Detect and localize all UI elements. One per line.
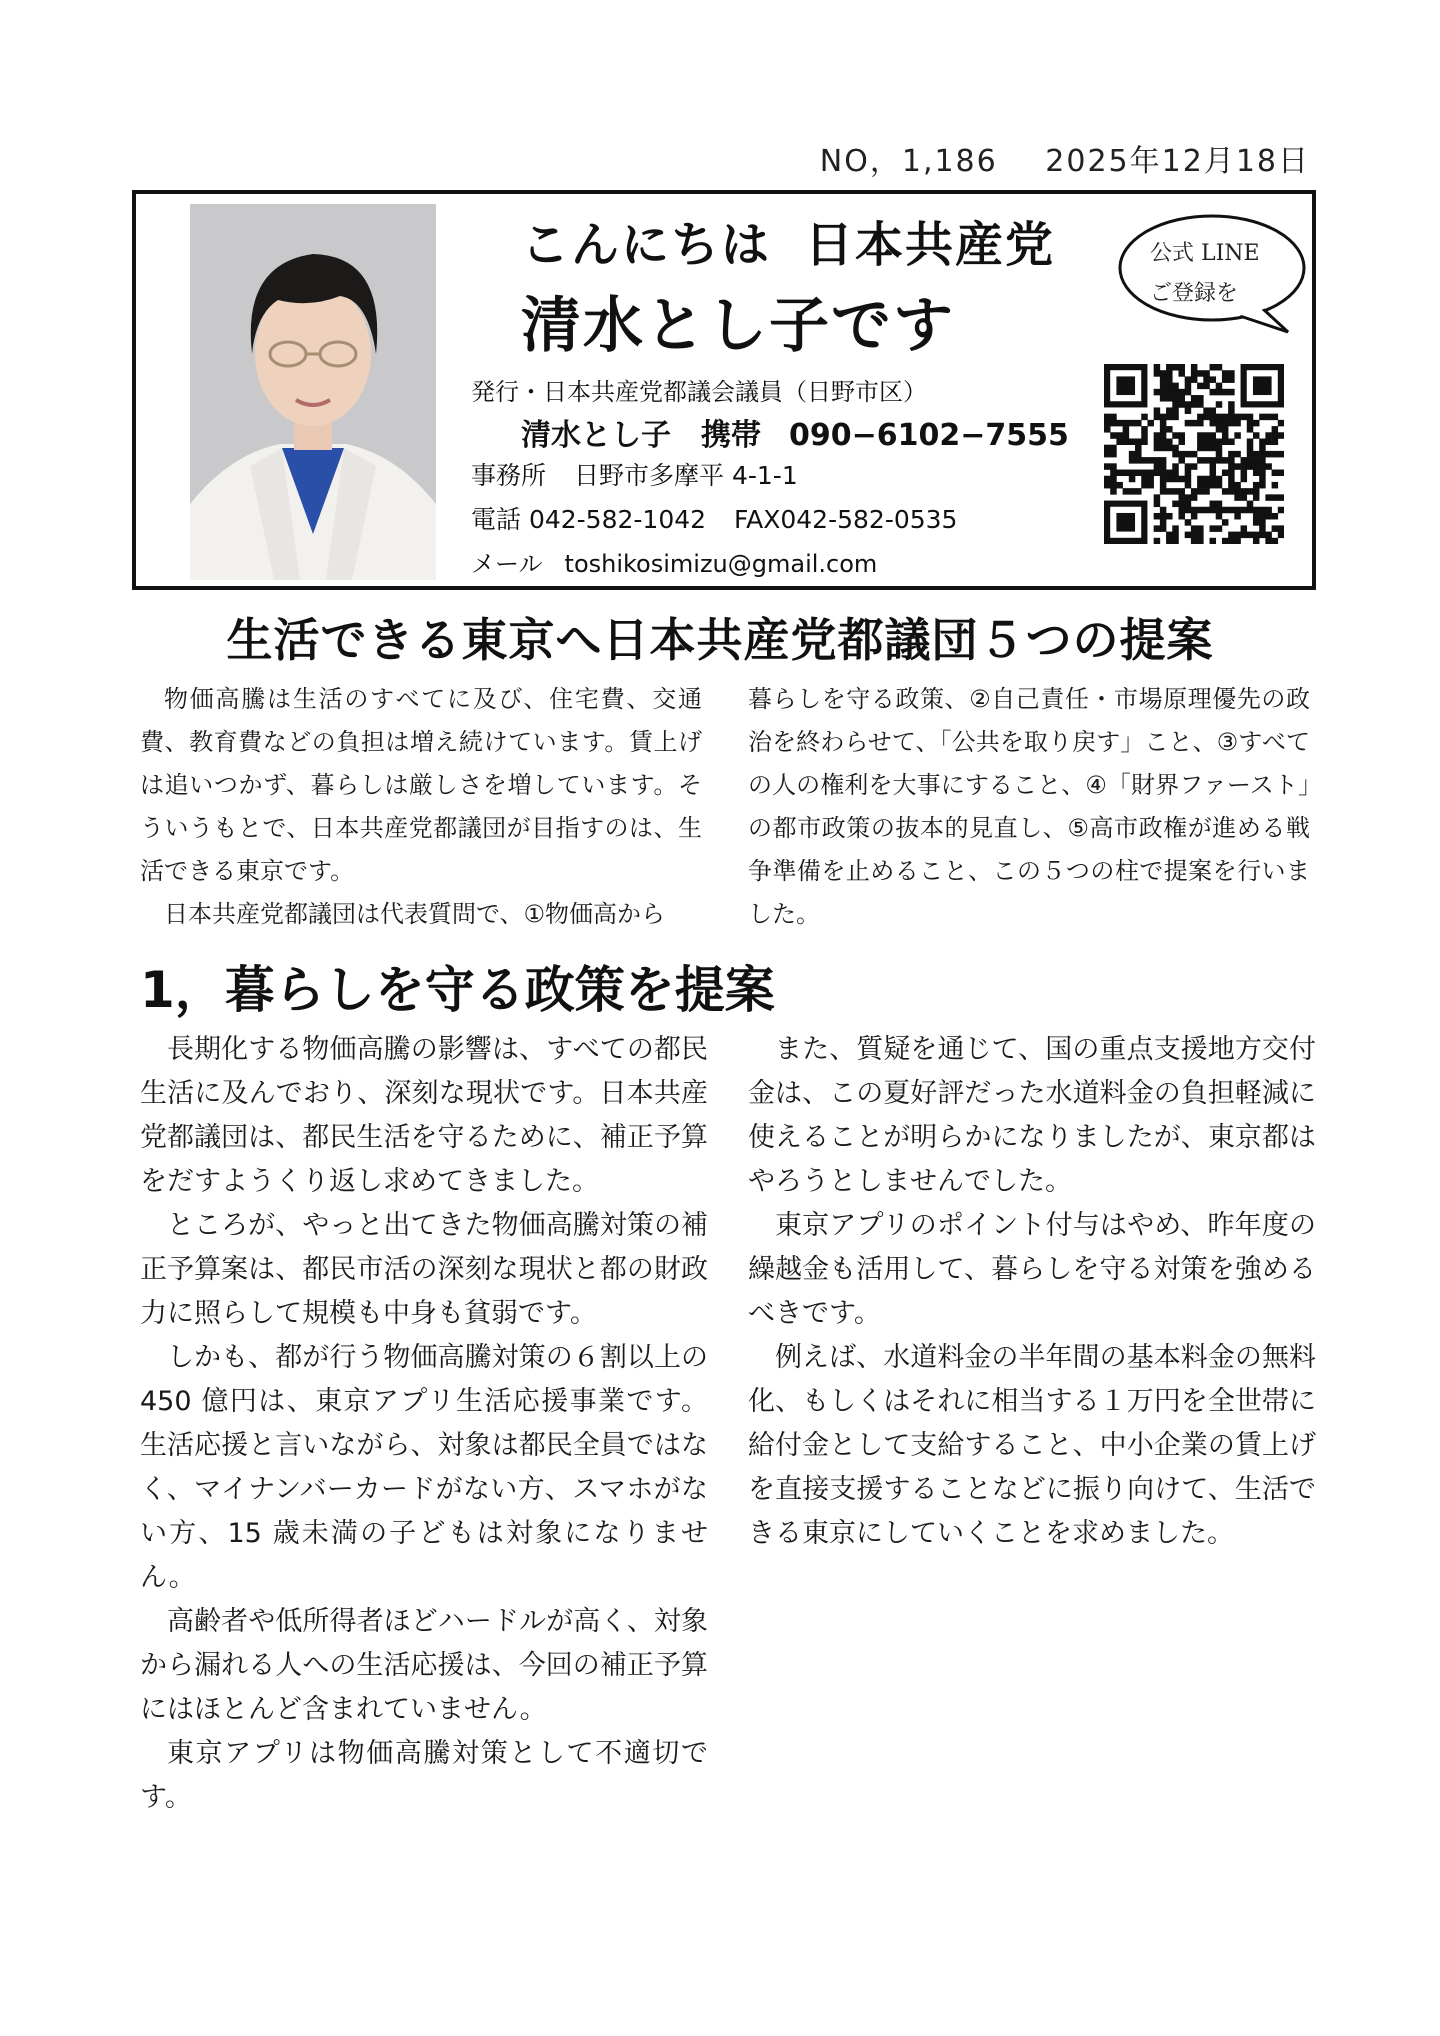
- body-paragraph: 例えば、水道料金の半年間の基本料金の無料化、もしくはそれに相当する１万円を全世帯に給付金として支給すること、中小企業の賃上げを直接支援することなどに振り向けて、生活できる東京にしていくことを求めました。: [748, 1342, 1316, 1549]
- header-box: [132, 190, 1316, 590]
- mail-line: [471, 544, 877, 579]
- mail-label: メール: [471, 550, 543, 578]
- mobile-label: 清水とし子 携帯: [521, 418, 761, 453]
- intro-right-column: [748, 678, 1310, 936]
- tel-fax-line: [471, 500, 957, 536]
- body-paragraph: 東京アプリのポイント付与はやめ、昨年度の繰越金も活用して、暮らしを守る対策を強めるべきです。: [748, 1210, 1316, 1329]
- mobile-line: [521, 410, 1069, 454]
- greeting-title: [521, 206, 1055, 275]
- mobile-number: 090−6102−7555: [789, 418, 1069, 453]
- office-address: 日野市多摩平 4-1-1: [574, 461, 798, 490]
- mail-address[interactable]: toshikosimizu@gmail.com: [564, 550, 878, 578]
- section-title: 1，暮らしを守る政策を提案: [140, 961, 775, 1019]
- body-paragraph: 東京アプリは物価高騰対策として不適切です。: [140, 1738, 708, 1813]
- portrait-photo: [190, 204, 436, 580]
- issue-number: NO，1,186: [819, 144, 998, 179]
- intro-paragraph: 物価高騰は生活のすべてに及び、住宅費、交通費、教育費などの負担は増え続けています。賃上げは追いつかず、暮らしは厳しさを増しています。そういうもとで、日本共産党都議団が目指すのは、生活できる東京です。: [140, 685, 702, 885]
- greeting-right: 日本共産党: [805, 217, 1056, 273]
- office-line: [471, 456, 798, 492]
- qr-code-icon[interactable]: [1104, 364, 1284, 548]
- office-label: 事務所: [471, 461, 547, 490]
- bubble-line-2: ご登録を: [1150, 281, 1239, 306]
- intro-left-column: [140, 678, 702, 936]
- tel-number: 電話 042-582-1042: [471, 505, 707, 534]
- bubble-line-1: 公式 LINE: [1150, 241, 1260, 266]
- section-right-column: [748, 1028, 1316, 1556]
- greeting-left: こんにちは: [521, 217, 772, 273]
- intro-paragraph: 暮らしを守る政策、②自己責任・市場原理優先の政治を終わらせて、「公共を取り戻す」こと、③すべての人の権利を大事にすること、④「財界ファースト」の都市政策の抜本的見直し、⑤高市政権が進める戦争準備を止めること、この５つの柱で提案を行いました。: [748, 685, 1310, 928]
- issue-info: [820, 136, 1310, 180]
- body-paragraph: しかも、都が行う物価高騰対策の６割以上の 450 億円は、東京アプリ生活応援事業です。生活応援と言いながら、対象は都民全員ではなく、マイナンバーカードがない方、スマホがない方、15 歳未満の子どもは対象になりません。: [140, 1342, 708, 1593]
- name-title: 清水とし子です: [521, 291, 955, 361]
- main-headline: 生活できる東京へ日本共産党都議団５つの提案: [226, 613, 1214, 667]
- body-paragraph: また、質疑を通じて、国の重点支援地方交付金は、この夏好評だった水道料金の負担軽減に使えることが明らかになりましたが、東京都はやろうとしませんでした。: [748, 1034, 1316, 1197]
- body-paragraph: 長期化する物価高騰の影響は、すべての都民生活に及んでおり、深刻な現状です。日本共産党都議団は、都民生活を守るために、補正予算をだすようくり返し求めてきました。: [140, 1034, 708, 1197]
- publisher-line: 発行・日本共産党都議会議員（日野市区）: [471, 378, 927, 406]
- body-paragraph: 高齢者や低所得者ほどハードルが高く、対象から漏れる人への生活応援は、今回の補正予算にはほとんど含まれていません。: [140, 1606, 708, 1725]
- line-speech-bubble: [1112, 208, 1312, 330]
- fax-number: FAX042-582-0535: [734, 505, 958, 534]
- section-left-column: [140, 1028, 708, 1820]
- intro-paragraph: 日本共産党都議団は代表質問で、①物価高から: [164, 900, 666, 928]
- issue-date: 2025年12月18日: [1045, 144, 1310, 179]
- body-paragraph: ところが、やっと出てきた物価高騰対策の補正予算案は、都民市活の深刻な現状と都の財政力に照らして規模も中身も貧弱です。: [140, 1210, 708, 1329]
